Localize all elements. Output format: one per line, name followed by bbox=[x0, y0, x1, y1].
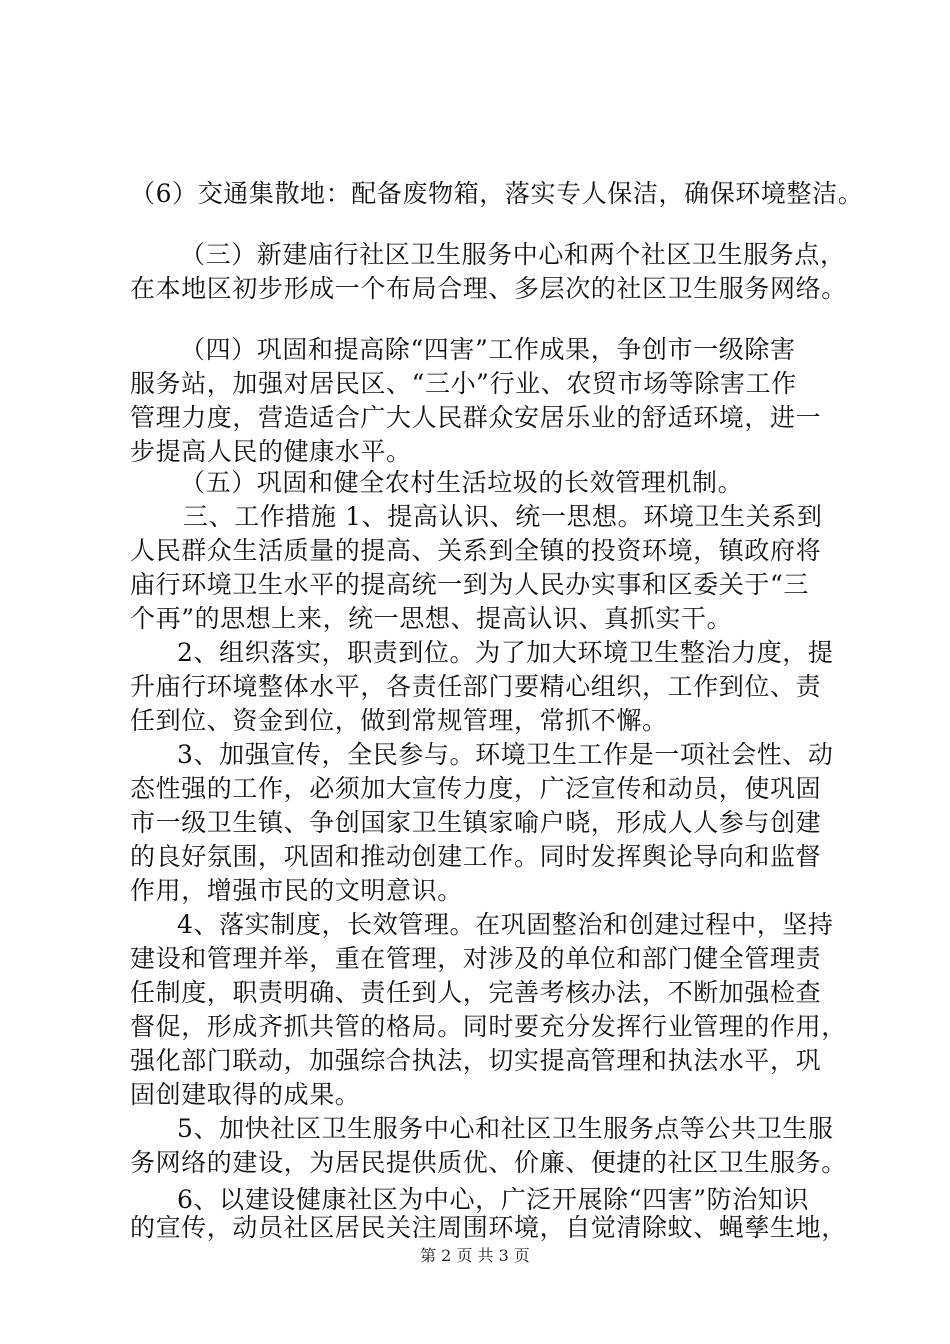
text-line: 态性强的工作，必须加大宣传力度，广泛宣传和动员，使巩固 bbox=[130, 774, 822, 803]
text-line: 服务站，加强对居民区、“三小”行业、农贸市场等除害工作 bbox=[130, 369, 797, 398]
text-line: 的宣传，动员社区居民关注周围环境，自觉清除蚊、蝇孳生地， bbox=[130, 1213, 847, 1242]
text-line: 升庙行环境整体水平，各责任部门要精心组织，工作到位、责 bbox=[130, 672, 822, 701]
text-line: 任制度，职责明确、责任到人，完善考核办法，不断加强检查 bbox=[130, 978, 822, 1007]
text-line: 庙行环境卫生水平的提高统一到为人民办实事和区委关于“三 bbox=[130, 570, 809, 599]
text-line: 2、组织落实，职责到位。为了加大环境卫生整治力度，提 bbox=[177, 638, 834, 667]
text-line: 市一级卫生镇、争创国家卫生镇家喻户晓，形成人人参与创建 bbox=[130, 808, 822, 837]
text-line: 3、加强宣传，全民参与。环境卫生工作是一项社会性、动 bbox=[177, 740, 834, 769]
text-line: （6）交通集散地：配备废物箱，落实专人保洁，确保环境整洁。 bbox=[130, 179, 864, 208]
text-line: （三）新建庙行社区卫生服务中心和两个社区卫生服务点， bbox=[180, 240, 846, 269]
text-line: 在本地区初步形成一个布局合理、多层次的社区卫生服务网络。 bbox=[130, 274, 847, 303]
text-line: 务网络的建设，为居民提供质优、价廉、便捷的社区卫生服务。 bbox=[130, 1148, 847, 1177]
text-line: 建设和管理并举，重在管理，对涉及的单位和部门健全管理责 bbox=[130, 944, 822, 973]
text-line: 作用，增强市民的文明意识。 bbox=[130, 876, 463, 905]
text-line: 6、以建设健康社区为中心，广泛开展除“四害”防治知识 bbox=[177, 1185, 810, 1214]
text-line: 的良好氛围，巩固和推动创建工作。同时发挥舆论导向和监督 bbox=[130, 842, 822, 871]
text-line: 4、落实制度，长效管理。在巩固整治和创建过程中，坚持 bbox=[177, 910, 834, 939]
page-number-footer: 第 2 页 共 3 页 bbox=[420, 1246, 530, 1265]
text-line: 任到位、资金到位，做到常规管理，常抓不懈。 bbox=[130, 706, 668, 735]
text-line: 管理力度，营造适合广大人民群众安居乐业的舒适环境，进一 bbox=[130, 403, 822, 432]
text-line: 个再”的思想上来，统一思想、提高认识、真抓实干。 bbox=[130, 604, 733, 633]
text-line: 步提高人民的健康水平。 bbox=[130, 437, 412, 466]
text-line: （四）巩固和提高除“四害”工作成果，争创市一级除害 bbox=[180, 335, 796, 364]
text-line: 人民群众生活质量的提高、关系到全镇的投资环境，镇政府将 bbox=[130, 536, 822, 565]
text-line: 5、加快社区卫生服务中心和社区卫生服务点等公共卫生服 bbox=[177, 1114, 834, 1143]
text-line: 强化部门联动，加强综合执法，切实提高管理和执法水平，巩 bbox=[130, 1046, 822, 1075]
text-line: 三、工作措施 1、提高认识、统一思想。环境卫生关系到 bbox=[183, 502, 823, 531]
text-line: 固创建取得的成果。 bbox=[130, 1080, 361, 1109]
text-line: （五）巩固和健全农村生活垃圾的长效管理机制。 bbox=[180, 468, 744, 497]
text-line: 督促，形成齐抓共管的格局。同时要充分发挥行业管理的作用， bbox=[130, 1012, 847, 1041]
